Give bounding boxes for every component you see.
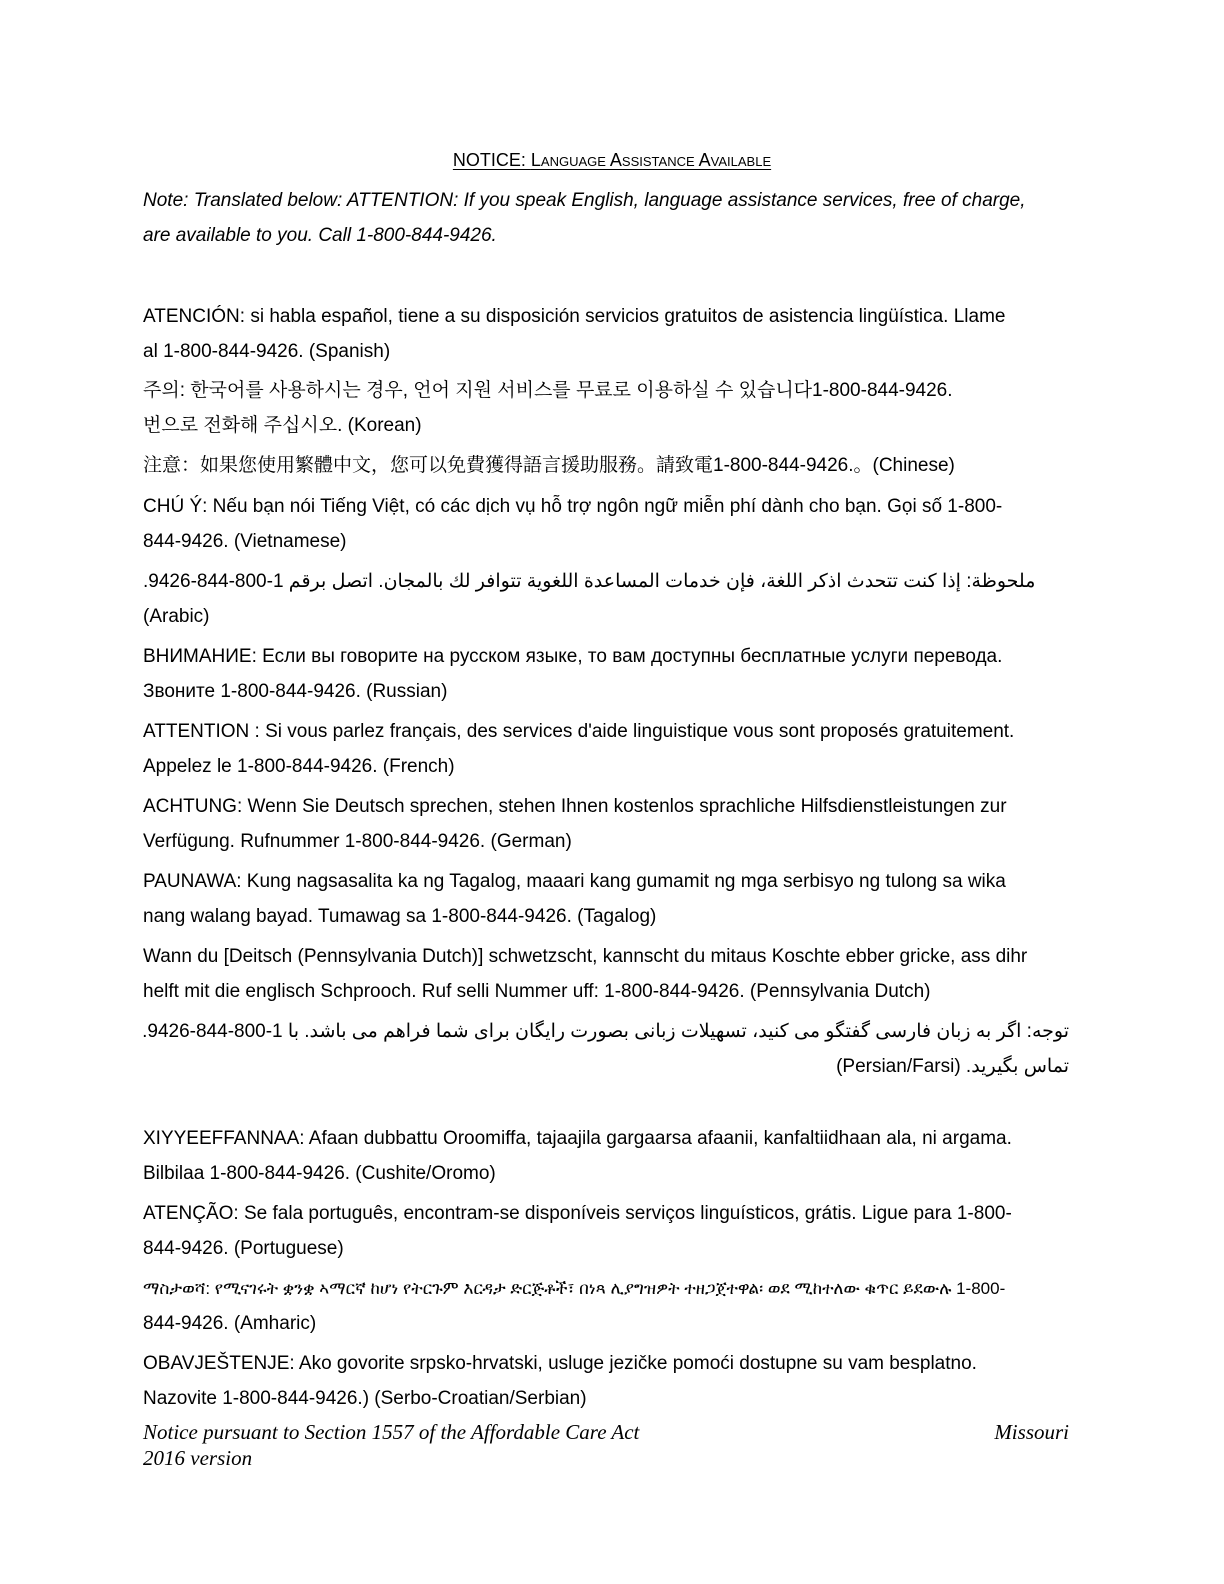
footer-legal-notice: Notice pursuant to Section 1557 of the Affordable Care Act (143, 1420, 640, 1444)
pennsylvania-dutch-line-2: helft mit die englisch Schprooch. Ruf selli Nummer uff: 1-800-844-9426. (Pennsylvania Dutch) (143, 981, 931, 1002)
spanish-line-1: ATENCIÓN: si habla español, tiene a su disposición servicios gratuitos de asistencia lingüística. Llame (143, 306, 1006, 327)
russian-line-1: ВНИМАНИЕ: Если вы говорите на русском языке, то вам доступны бесплатные услуги перевода. (143, 646, 1003, 667)
note-line-1: Note: Translated below: ATTENTION: If you speak English, language assistance services, free of charge, (143, 190, 1026, 211)
spanish-line-2: al 1-800-844-9426. (Spanish) (143, 341, 391, 362)
german-line-2: Verfügung. Rufnummer 1-800-844-9426. (German) (143, 831, 572, 852)
title-main: Language Assistance Available (530, 150, 772, 170)
persian-line-1: توجه: اگر به زبان فارسی گفتگو می کنید، تسهیلات زبانی بصورت رایگان برای شما فراهم می باشد. با 1-800-844-9426. (142, 1021, 1069, 1042)
french-line-1: ATTENTION : Si vous parlez français, des services d'aide linguistique vous sont proposés gratuitement. (143, 721, 1015, 742)
footer-state: Missouri (994, 1420, 1069, 1444)
arabic-line-1: ملحوظة: إذا كنت تتحدث اذكر اللغة، فإن خدمات المساعدة اللغوية تتوافر لك بالمجان. اتصل برقم 1-800-844-9426. (143, 571, 1036, 592)
pennsylvania-dutch-line-1: Wann du [Deitsch (Pennsylvania Dutch)] schwetzscht, kannscht du mitaus Koschte ebber gricke, ass dihr (143, 946, 1028, 967)
korean-line-1: 주의: 한국어를 사용하시는 경우, 언어 지원 서비스를 무료로 이용하실 수 있습니다1-800-844-9426. (143, 380, 953, 401)
page-title (0, 149, 1224, 171)
german-line-1: ACHTUNG: Wenn Sie Deutsch sprechen, stehen Ihnen kostenlos sprachliche Hilfsdienstleistungen zur (143, 796, 1007, 817)
chinese-line-1: 注意：如果您使用繁體中文，您可以免費獲得語言援助服務。請致電1-800-844-9426.。(Chinese) (143, 455, 955, 476)
vietnamese-line-2: 844-9426. (Vietnamese) (143, 531, 347, 552)
title-prefix: NOTICE: (452, 150, 531, 170)
vietnamese-line-1: CHÚ Ý: Nếu bạn nói Tiếng Việt, có các dịch vụ hỗ trợ ngôn ngữ miễn phí dành cho bạn. Gọi số 1-800- (143, 496, 1003, 517)
arabic-line-2: (Arabic) (143, 606, 210, 627)
portuguese-line-1: ATENÇÃO: Se fala português, encontram-se disponíveis serviços linguísticos, grátis. Ligue para 1-800- (143, 1203, 1012, 1224)
korean-line-2: 번으로 전화해 주십시오. (Korean) (143, 415, 422, 436)
tagalog-line-2: nang walang bayad. Tumawag sa 1-800-844-9426. (Tagalog) (143, 906, 657, 927)
serbo-croatian-line-2: Nazovite 1-800-844-9426.) (Serbo-Croatian/Serbian) (143, 1388, 587, 1409)
oromo-line-2: Bilbilaa 1-800-844-9426. (Cushite/Oromo) (143, 1163, 496, 1184)
portuguese-line-2: 844-9426. (Portuguese) (143, 1238, 344, 1259)
serbo-croatian-line-1: OBAVJEŠTENJE: Ako govorite srpsko-hrvatski, usluge jezičke pomoći dostupne su vam besplatno. (143, 1353, 977, 1374)
footer-version: 2016 version (143, 1446, 253, 1470)
russian-line-2: Звоните 1-800-844-9426. (Russian) (143, 681, 448, 702)
oromo-line-1: XIYYEEFFANNAA: Afaan dubbattu Oroomiffa, tajaajila gargaarsa afaanii, kanfaltiidhaan ala, ni argama. (143, 1128, 1012, 1149)
amharic-line-1: ማስታወሻ: የሚናገሩት ቋንቋ ኣማርኛ ከሆነ የትርጉም እርዳታ ድርጅቶች፣ በነጻ ሊያግዝዎት ተዘጋጀተዋል፡ ወደ ሚከተለው ቁጥር ይደውሉ 1-800- (143, 1279, 1006, 1298)
persian-line-2: تماس بگیرید. (Persian/Farsi) (836, 1056, 1069, 1077)
tagalog-line-1: PAUNAWA: Kung nagsasalita ka ng Tagalog, maaari kang gumamit ng mga serbisyo ng tulong sa wika (143, 871, 1006, 892)
amharic-line-2: 844-9426. (Amharic) (143, 1313, 317, 1334)
french-line-2: Appelez le 1-800-844-9426. (French) (143, 756, 455, 777)
title-underline (453, 150, 771, 170)
note-line-2: are available to you. Call 1-800-844-9426. (143, 225, 497, 246)
